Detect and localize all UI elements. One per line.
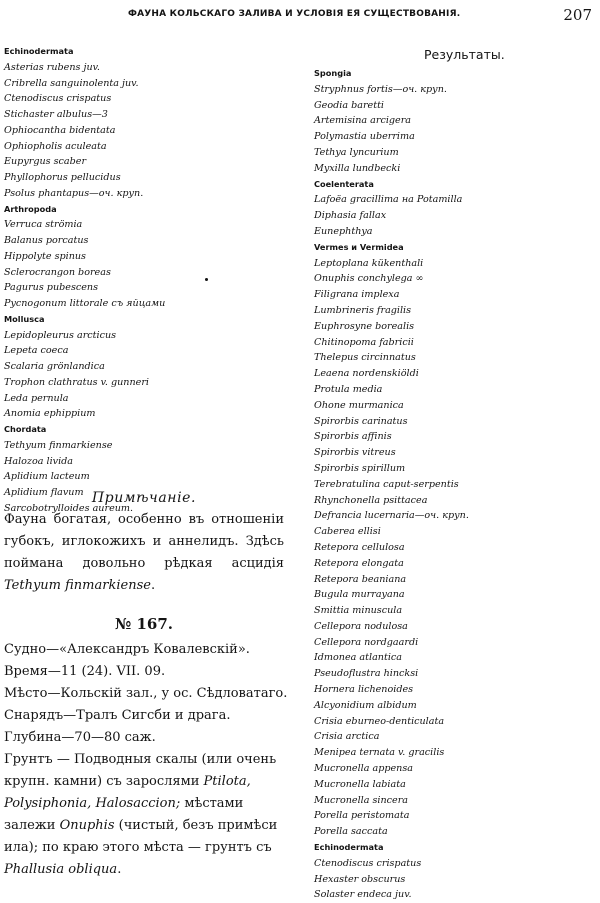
- species-item: Lumbrineris fragilis: [314, 304, 412, 316]
- species-item: Ctenodiscus crispatus: [4, 93, 112, 105]
- species-item: Sclerocrangon boreas: [4, 266, 111, 278]
- species-item: Leda pernula: [4, 392, 69, 404]
- species-item: Aplidium flavum: [4, 487, 84, 498]
- species-item: Spirorbis affinis: [314, 431, 392, 443]
- station-gear: Снарядъ—Тралъ Сигсби и драга.: [4, 708, 231, 723]
- species-item: Leaena nordenskiöldi: [314, 368, 419, 380]
- station-place: Мѣсто—Кольскій зал., у ос. Сѣдловатаго.: [4, 686, 288, 701]
- species-item: Bugula murrayana: [314, 589, 405, 601]
- taxon-group-heading: Chordata: [4, 424, 47, 434]
- species-item: Spirorbis vitreus: [314, 447, 396, 459]
- species-item: Lepidopleurus arcticus: [4, 329, 117, 341]
- ground-paragraph: [4, 749, 284, 881]
- species-item: Menipea ternata v. gracilis: [314, 747, 445, 759]
- species-item: Cribrella sanguinolenta juv.: [4, 77, 139, 89]
- note-body: [4, 509, 284, 597]
- right-column: [314, 44, 600, 903]
- species-item: Spirorbis carinatus: [314, 415, 408, 427]
- species-item: Spirorbis spirillum: [314, 462, 406, 474]
- station-number: № 167.: [114, 615, 174, 633]
- species-item: Mucronella labiata: [314, 778, 406, 790]
- taxon-group-heading: Echinodermata: [4, 46, 74, 56]
- species-item: Halozoa livida: [4, 455, 74, 467]
- species-item: Trophon clathratus v. gunneri: [4, 376, 149, 388]
- species-item: Filigrana implexa: [314, 289, 400, 301]
- species-item: Anomia ephippium: [4, 408, 96, 420]
- taxon-group-heading: Arthropoda: [4, 203, 57, 214]
- species-item: Cellepora nodulosa: [314, 620, 408, 632]
- species-item: Asterias rubens juv.: [4, 61, 100, 73]
- species-item: Lafoëa gracillima на Potamilla: [314, 194, 463, 206]
- results-heading: Результаты.: [424, 47, 505, 62]
- running-title: ФАУНА КОЛЬСКАГО ЗАЛИВА И УСЛОВІЯ ЕЯ СУЩЕСТВОВАНІЯ.: [128, 9, 461, 19]
- species-item: Mucronella appensa: [314, 763, 414, 775]
- species-item: Crisia arctica: [314, 731, 380, 743]
- species-item: Hornera lichenoides: [314, 684, 414, 696]
- species-item: Retepora elongata: [314, 557, 404, 569]
- species-item: Protula media: [314, 383, 383, 395]
- left-main-text: [4, 487, 288, 881]
- species-item: Aplidium lacteum: [4, 471, 90, 483]
- species-item: Phyllophorus pellucidus: [4, 172, 121, 183]
- species-item: Pseudoflustra hincksi: [314, 668, 419, 680]
- note-heading: Примѣчаніе.: [91, 490, 197, 506]
- station-ground: [4, 749, 284, 881]
- ground-text-2: мѣстами залежи: [4, 796, 244, 833]
- species-item: Ohone murmanica: [314, 399, 404, 411]
- species-item: Porella peristomata: [314, 810, 410, 822]
- taxon-group-heading: Coelenterata: [314, 178, 374, 189]
- page-number: 207: [563, 6, 592, 24]
- species-item: Onuphis conchylega ∞: [314, 273, 424, 285]
- note-paragraph: [4, 509, 284, 597]
- ground-species-2: Onuphis: [59, 818, 115, 833]
- species-item: Diphasia fallax: [314, 210, 387, 222]
- species-item: Psolus phantapus—оч. круп.: [4, 187, 144, 199]
- station-time: Время—11 (24). VII. 09.: [4, 664, 166, 679]
- species-item: Hexaster obscurus: [314, 873, 406, 885]
- species-item: Chitinopoma fabricii: [314, 336, 414, 348]
- stray-dot: [205, 278, 208, 281]
- species-item: Smittia minuscula: [314, 605, 403, 617]
- note-species: Tethyum finmarkiense: [4, 578, 151, 593]
- ground-text-end: .: [117, 862, 122, 877]
- species-item: Geodia baretti: [314, 99, 384, 111]
- species-item: Retepora beaniana: [314, 573, 407, 585]
- species-item: Rhynchonella psittacea: [314, 494, 428, 506]
- species-item: Retepora cellulosa: [314, 541, 405, 553]
- taxon-group-heading: Mollusca: [4, 313, 45, 324]
- species-item: Verruca strömia: [4, 219, 83, 231]
- taxon-group-heading: Spongia: [314, 68, 352, 78]
- species-item: Balanus porcatus: [4, 235, 89, 246]
- species-item: Terebratulina caput-serpentis: [314, 478, 459, 490]
- note-text: Фауна богатая, особенно въ отношеніи губокъ, иглокожихъ и аннелидъ. Здѣсь поймана довольно рѣдкая асцидія: [4, 512, 284, 571]
- ground-text: Грунтъ — Подводныя скалы (или очень крупн. камни) съ зарослями: [4, 752, 277, 789]
- species-item: Crisia eburneo-denticulata: [314, 715, 445, 727]
- species-item: Tethyum finmarkiense: [4, 439, 113, 451]
- species-item: Defrancia lucernaria—оч. круп.: [314, 510, 469, 522]
- species-item: Stryphnus fortis—оч. круп.: [314, 83, 447, 95]
- species-item: Scalaria grönlandica: [4, 361, 105, 372]
- left-column: [4, 44, 296, 517]
- ground-species-1: Ptilota, Polysiphonia, Halosaccion;: [4, 774, 251, 811]
- species-item: Artemisina arcigera: [314, 115, 412, 127]
- species-list-left: [4, 44, 296, 517]
- species-item: Pagurus pubescens: [4, 282, 99, 294]
- species-item: Alcyonidium albidum: [314, 699, 417, 711]
- species-item: Hippolyte spinus: [4, 250, 86, 262]
- species-item: Eupyrgus scaber: [4, 156, 87, 168]
- note-text-end: .: [150, 578, 156, 593]
- taxon-group-heading: Echinodermata: [314, 842, 384, 853]
- species-item: Euphrosyne borealis: [314, 320, 415, 332]
- species-item: Solaster endeса juv.: [314, 889, 412, 901]
- species-item: Leptoplana kükenthali: [314, 257, 424, 269]
- species-item: Tethya lyncurium: [314, 146, 399, 158]
- species-item: Eunephthya: [314, 225, 373, 237]
- species-item: Lepeta coeca: [4, 345, 69, 357]
- page-header: [0, 6, 600, 26]
- species-item: Mucronella sincera: [314, 794, 409, 806]
- species-item: Ophiopholis aculeata: [4, 140, 107, 152]
- ground-text-3: (чистый, безъ примѣси ила); по краю этого мѣста — грунтъ съ: [4, 818, 278, 855]
- species-item: Porella saccata: [314, 826, 388, 838]
- species-list-results: [314, 66, 600, 903]
- taxon-group-heading: Vermes и Vermidea: [314, 241, 404, 252]
- station-vessel: Судно—«Александръ Ковалевскій».: [4, 642, 250, 657]
- species-item: Caberea ellisi: [314, 526, 381, 538]
- species-item: Idmonea atlantica: [314, 652, 402, 664]
- station-depth: Глубина—70—80 саж.: [4, 730, 156, 745]
- species-item: Myxilla lundbecki: [314, 162, 401, 174]
- species-item: Thelepus circinnatus: [314, 352, 416, 364]
- species-item: Polymastia uberrima: [314, 131, 415, 143]
- species-item: Sarcobotrylloides aureum.: [4, 502, 134, 514]
- ground-species-3: Phallusia obliqua: [4, 862, 118, 877]
- species-item: Cellepora nordgaardi: [314, 636, 419, 648]
- species-item: Ophiocantha bidentata: [4, 124, 116, 136]
- species-item: Pycnogonum littorale съ яйцами: [4, 298, 166, 309]
- station-info: [4, 639, 288, 749]
- species-item: Ctenodiscus crispatus: [314, 857, 422, 869]
- species-item: Stichaster albulus—3: [4, 109, 108, 120]
